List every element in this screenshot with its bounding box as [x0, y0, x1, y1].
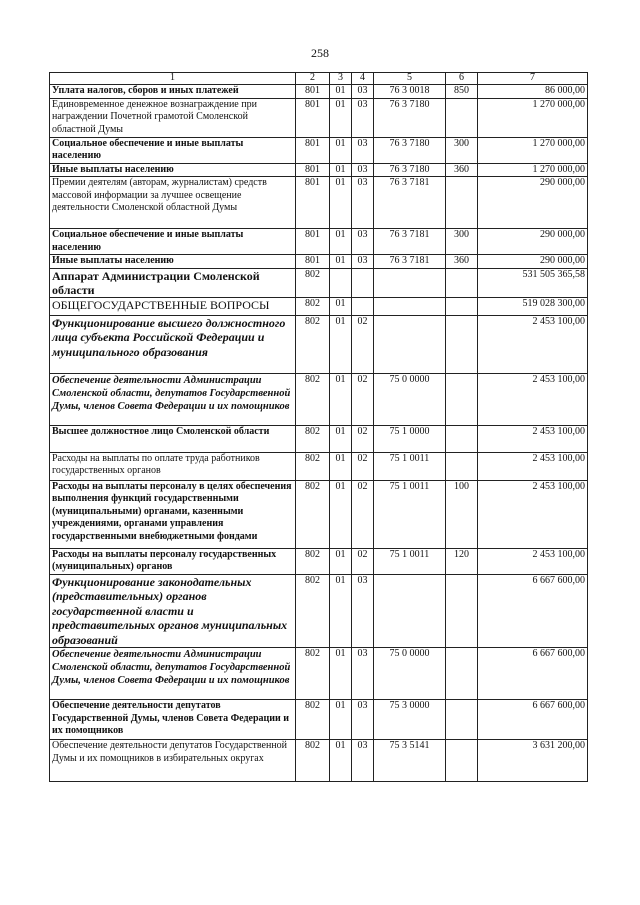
- code-cell: 01: [330, 297, 352, 315]
- code-cell: 02: [352, 452, 374, 480]
- table-row: [50, 740, 588, 782]
- code-cell: [330, 268, 352, 297]
- code-cell: 03: [352, 574, 374, 648]
- row-name-cell: Премии деятелям (авторам, журналистам) средств массовой информации за лучшее освещение деятельности Смоленской областной Думы: [50, 177, 296, 229]
- code-cell: [446, 740, 478, 782]
- amount-cell: 6 667 600,00: [478, 700, 588, 740]
- header-cell: 4: [352, 73, 374, 85]
- code-cell: 01: [330, 700, 352, 740]
- code-cell: 03: [352, 85, 374, 99]
- code-cell: [446, 574, 478, 648]
- code-cell: 01: [330, 255, 352, 269]
- code-cell: 01: [330, 480, 352, 548]
- amount-cell: 290 000,00: [478, 255, 588, 269]
- code-cell: 01: [330, 229, 352, 255]
- code-cell: 01: [330, 740, 352, 782]
- code-cell: 76 3 0018: [374, 85, 446, 99]
- code-cell: [446, 177, 478, 229]
- code-cell: 02: [352, 373, 374, 425]
- amount-cell: 531 505 365,58: [478, 268, 588, 297]
- table-row: [50, 574, 588, 648]
- code-cell: 01: [330, 177, 352, 229]
- row-name-cell: Аппарат Администрации Смоленской области: [50, 268, 296, 297]
- code-cell: 76 3 7180: [374, 137, 446, 163]
- amount-cell: 2 453 100,00: [478, 373, 588, 425]
- code-cell: 76 3 7180: [374, 98, 446, 137]
- code-cell: 01: [330, 315, 352, 373]
- row-name-cell: Расходы на выплаты по оплате труда работников государственных органов: [50, 452, 296, 480]
- code-cell: 03: [352, 648, 374, 700]
- code-cell: 02: [352, 315, 374, 373]
- code-cell: 02: [352, 548, 374, 574]
- code-cell: [446, 98, 478, 137]
- row-name-cell: Социальное обеспечение и иные выплаты населению: [50, 229, 296, 255]
- code-cell: 802: [296, 740, 330, 782]
- code-cell: 801: [296, 163, 330, 177]
- code-cell: 802: [296, 268, 330, 297]
- code-cell: [446, 648, 478, 700]
- page-number: 258: [311, 46, 329, 60]
- table-row: [50, 480, 588, 548]
- code-cell: 03: [352, 700, 374, 740]
- code-cell: 75 0 0000: [374, 373, 446, 425]
- code-cell: 802: [296, 700, 330, 740]
- code-cell: 76 3 7181: [374, 229, 446, 255]
- amount-cell: 290 000,00: [478, 229, 588, 255]
- code-cell: 01: [330, 137, 352, 163]
- amount-cell: 2 453 100,00: [478, 480, 588, 548]
- code-cell: [446, 373, 478, 425]
- table-row: [50, 255, 588, 269]
- table-header-row: [50, 73, 588, 85]
- code-cell: 75 0 0000: [374, 648, 446, 700]
- code-cell: [446, 268, 478, 297]
- code-cell: 801: [296, 85, 330, 99]
- header-cell: 5: [374, 73, 446, 85]
- code-cell: 01: [330, 425, 352, 452]
- code-cell: 76 3 7181: [374, 255, 446, 269]
- code-cell: 802: [296, 548, 330, 574]
- amount-cell: 1 270 000,00: [478, 163, 588, 177]
- code-cell: 801: [296, 137, 330, 163]
- header-cell: 1: [50, 73, 296, 85]
- table-row: [50, 700, 588, 740]
- table-row: [50, 229, 588, 255]
- code-cell: [446, 315, 478, 373]
- row-name-cell: Социальное обеспечение и иные выплаты населению: [50, 137, 296, 163]
- code-cell: 01: [330, 574, 352, 648]
- table-row: [50, 373, 588, 425]
- amount-cell: 1 270 000,00: [478, 137, 588, 163]
- row-name-cell: Функционирование высшего должностного лица субъекта Российской Федерации и муниципального образования: [50, 315, 296, 373]
- code-cell: 03: [352, 740, 374, 782]
- code-cell: 02: [352, 480, 374, 548]
- amount-cell: 519 028 300,00: [478, 297, 588, 315]
- code-cell: 802: [296, 574, 330, 648]
- amount-cell: 86 000,00: [478, 85, 588, 99]
- amount-cell: 2 453 100,00: [478, 315, 588, 373]
- code-cell: 01: [330, 548, 352, 574]
- code-cell: 120: [446, 548, 478, 574]
- code-cell: [374, 574, 446, 648]
- code-cell: [446, 425, 478, 452]
- code-cell: 850: [446, 85, 478, 99]
- row-name-cell: Иные выплаты населению: [50, 255, 296, 269]
- header-cell: 7: [478, 73, 588, 85]
- code-cell: 802: [296, 425, 330, 452]
- row-name-cell: ОБЩЕГОСУДАРСТВЕННЫЕ ВОПРОСЫ: [50, 297, 296, 315]
- row-name-cell: Обеспечение деятельности депутатов Государственной Думы, членов Совета Федерации и их помощников: [50, 700, 296, 740]
- amount-cell: 3 631 200,00: [478, 740, 588, 782]
- code-cell: 802: [296, 373, 330, 425]
- code-cell: 801: [296, 98, 330, 137]
- row-name-cell: Иные выплаты населению: [50, 163, 296, 177]
- table-row: [50, 85, 588, 99]
- code-cell: 03: [352, 163, 374, 177]
- code-cell: 801: [296, 177, 330, 229]
- code-cell: 03: [352, 137, 374, 163]
- code-cell: 03: [352, 177, 374, 229]
- table-row: [50, 315, 588, 373]
- code-cell: [446, 452, 478, 480]
- header-cell: 2: [296, 73, 330, 85]
- code-cell: 802: [296, 297, 330, 315]
- table-row: [50, 268, 588, 297]
- row-name-cell: Функционирование законодательных (представительных) органов государственной власти и представительных органов муниципальных образований: [50, 574, 296, 648]
- row-name-cell: Обеспечение деятельности Администрации Смоленской области, депутатов Государственной Думы, членов Совета Федерации и их помощников: [50, 648, 296, 700]
- budget-table: [49, 72, 588, 782]
- code-cell: [352, 297, 374, 315]
- code-cell: 300: [446, 137, 478, 163]
- row-name-cell: Высшее должностное лицо Смоленской области: [50, 425, 296, 452]
- code-cell: 75 1 0000: [374, 425, 446, 452]
- table-row: [50, 297, 588, 315]
- code-cell: 75 1 0011: [374, 480, 446, 548]
- code-cell: 01: [330, 452, 352, 480]
- code-cell: 01: [330, 98, 352, 137]
- row-name-cell: Расходы на выплаты персоналу государственных (муниципальных) органов: [50, 548, 296, 574]
- code-cell: 01: [330, 85, 352, 99]
- row-name-cell: Уплата налогов, сборов и иных платежей: [50, 85, 296, 99]
- code-cell: [374, 268, 446, 297]
- code-cell: 76 3 7180: [374, 163, 446, 177]
- code-cell: 360: [446, 255, 478, 269]
- row-name-cell: Расходы на выплаты персоналу в целях обеспечения выполнения функций государственными (муниципальными) органами, казенными учреждениями, органами управления государственными внебюджетными фондами: [50, 480, 296, 548]
- header-cell: 3: [330, 73, 352, 85]
- amount-cell: 290 000,00: [478, 177, 588, 229]
- row-name-cell: Единовременное денежное вознаграждение при награждении Почетной грамотой Смоленской областной Думы: [50, 98, 296, 137]
- code-cell: 03: [352, 255, 374, 269]
- table-row: [50, 98, 588, 137]
- code-cell: 801: [296, 255, 330, 269]
- table-row: [50, 137, 588, 163]
- code-cell: [374, 297, 446, 315]
- code-cell: [352, 268, 374, 297]
- code-cell: 76 3 7181: [374, 177, 446, 229]
- amount-cell: 6 667 600,00: [478, 574, 588, 648]
- code-cell: 75 1 0011: [374, 548, 446, 574]
- code-cell: [446, 700, 478, 740]
- code-cell: 75 3 5141: [374, 740, 446, 782]
- code-cell: 03: [352, 98, 374, 137]
- code-cell: 02: [352, 425, 374, 452]
- code-cell: 360: [446, 163, 478, 177]
- amount-cell: 2 453 100,00: [478, 425, 588, 452]
- amount-cell: 6 667 600,00: [478, 648, 588, 700]
- table-row: [50, 548, 588, 574]
- table-row: [50, 452, 588, 480]
- code-cell: 75 1 0011: [374, 452, 446, 480]
- code-cell: 802: [296, 480, 330, 548]
- code-cell: [446, 297, 478, 315]
- code-cell: 01: [330, 648, 352, 700]
- code-cell: 802: [296, 315, 330, 373]
- code-cell: 100: [446, 480, 478, 548]
- table-row: [50, 163, 588, 177]
- code-cell: 802: [296, 452, 330, 480]
- row-name-cell: Обеспечение деятельности депутатов Государственной Думы и их помощников в избирательных округах: [50, 740, 296, 782]
- code-cell: 01: [330, 163, 352, 177]
- code-cell: 300: [446, 229, 478, 255]
- row-name-cell: Обеспечение деятельности Администрации Смоленской области, депутатов Государственной Думы, членов Совета Федерации и их помощников: [50, 373, 296, 425]
- table-row: [50, 648, 588, 700]
- code-cell: 03: [352, 229, 374, 255]
- amount-cell: 2 453 100,00: [478, 452, 588, 480]
- amount-cell: 2 453 100,00: [478, 548, 588, 574]
- code-cell: 75 3 0000: [374, 700, 446, 740]
- table-row: [50, 177, 588, 229]
- code-cell: [374, 315, 446, 373]
- code-cell: 01: [330, 373, 352, 425]
- table-row: [50, 425, 588, 452]
- code-cell: 802: [296, 648, 330, 700]
- amount-cell: 1 270 000,00: [478, 98, 588, 137]
- code-cell: 801: [296, 229, 330, 255]
- header-cell: 6: [446, 73, 478, 85]
